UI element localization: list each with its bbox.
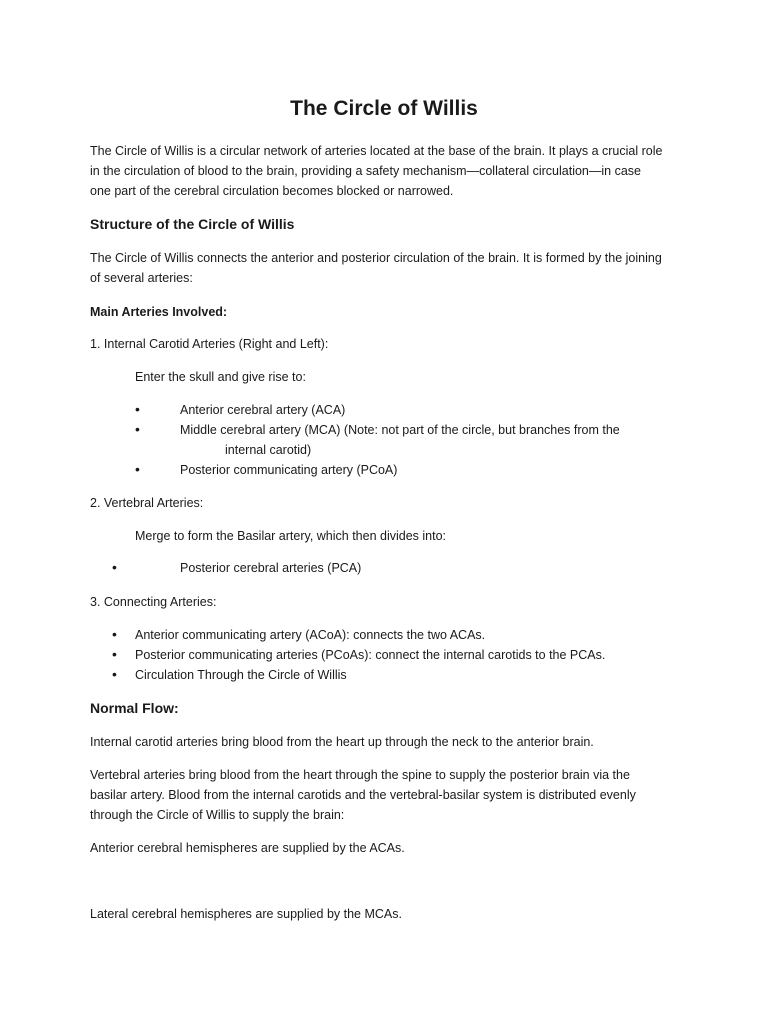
intro-line-2: in the circulation of blood to the brain, providing a safety mechanism—collateral circulation—in case [90, 164, 641, 178]
flow-paragraph-2-line-3: through the Circle of Willis to supply the brain: [90, 808, 345, 822]
bullet-marker: • [112, 559, 117, 575]
item2-intro: Merge to form the Basilar artery, which then divides into: [135, 529, 447, 543]
flow-paragraph-3: Anterior cerebral hemispheres are supplied by the ACAs. [90, 841, 405, 855]
flow-paragraph-2-line-1: Vertebral arteries bring blood from the heart through the spine to supply the posterior brain via the [90, 768, 630, 782]
structure-heading: Structure of the Circle of Willis [90, 216, 295, 232]
item1-bullet-2-continuation: internal carotid) [225, 443, 312, 457]
bullet-marker: • [112, 626, 117, 642]
flow-paragraph-2-line-2: basilar artery. Blood from the internal carotids and the vertebral-basilar system is distributed evenly [90, 788, 636, 802]
item3-bullet-3: Circulation Through the Circle of Willis [135, 668, 347, 682]
bullet-marker: • [135, 461, 140, 477]
normal-flow-heading: Normal Flow: [90, 700, 179, 716]
page-title: The Circle of Willis [290, 97, 478, 120]
bullet-marker: • [135, 401, 140, 417]
flow-paragraph-4: Lateral cerebral hemispheres are supplied by the MCAs. [90, 907, 402, 921]
bullet-marker: • [135, 421, 140, 437]
main-arteries-heading: Main Arteries Involved: [90, 305, 228, 319]
item2-title: 2. Vertebral Arteries: [90, 496, 204, 510]
item1-bullet-2: Middle cerebral artery (MCA) (Note: not part of the circle, but branches from the [180, 423, 620, 437]
structure-text-line-2: of several arteries: [90, 271, 193, 285]
bullet-marker: • [112, 646, 117, 662]
item3-title: 3. Connecting Arteries: [90, 595, 217, 609]
item3-bullet-1: Anterior communicating artery (ACoA): connects the two ACAs. [135, 628, 486, 642]
bullet-marker: • [112, 666, 117, 682]
structure-text-line-1: The Circle of Willis connects the anterior and posterior circulation of the brain. It is formed by the joining [90, 251, 662, 265]
item2-bullet-1: Posterior cerebral arteries (PCA) [180, 561, 362, 575]
item1-bullet-3: Posterior communicating artery (PCoA) [180, 463, 398, 477]
item3-bullet-2: Posterior communicating arteries (PCoAs): connect the internal carotids to the PCAs. [135, 648, 606, 662]
item1-bullet-1: Anterior cerebral artery (ACA) [180, 403, 346, 417]
intro-line-1: The Circle of Willis is a circular network of arteries located at the base of the brain. It plays a crucial role [90, 144, 663, 158]
item1-title: 1. Internal Carotid Arteries (Right and Left): [90, 337, 329, 351]
item1-intro: Enter the skull and give rise to: [135, 370, 306, 384]
flow-paragraph-1: Internal carotid arteries bring blood from the heart up through the neck to the anterior brain. [90, 735, 594, 749]
intro-line-3: one part of the cerebral circulation becomes blocked or narrowed. [90, 184, 454, 198]
